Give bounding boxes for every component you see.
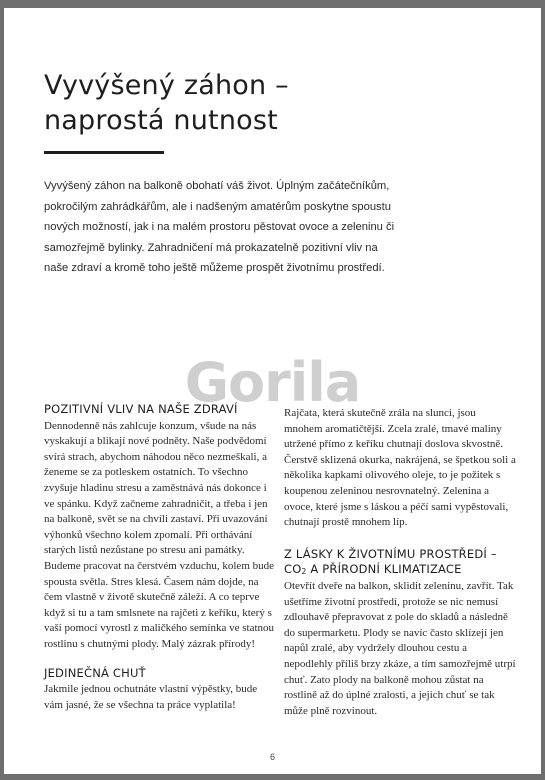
title-line-1: Vyvýšený záhon – (44, 70, 289, 101)
page-title (44, 68, 289, 138)
taste-paragraph: Jakmile jednou ochutnáte vlastní výpěstky, bude vám jasné, že se všechna ta práce vyplatila! (44, 683, 258, 711)
watermark-logo: Gorila (184, 351, 361, 414)
environment-paragraph: Otevřít dveře na balkon, sklidit zeleninu, zavřít. Tak ušetříme životní prostředí, protože se nic nemusí zdlouhavě přepravovat z pole do skladů a následně do supermarketu. Plody se navíc často sklízejí jen napůl zralé, aby vydržely dlouhou cestu a nepodlehly příliš brzy zkáze, a tím samozřejmě utrpí chuť. Zato plody na balkoně mohou zůstat na rostlině až do úplné zralosti, a jejich chuť se tak může plně rozvinout. (284, 579, 516, 717)
page-number: 6 (269, 752, 275, 762)
title-underline (44, 151, 164, 154)
health-paragraph: Dennodenně nás zahlcuje konzum, všude na nás vyskakují a blikají nové podněty. Naše podvědomí svírá strach, abychom náhodou něco nezmeškali, a ženeme se za potleskem ostatních. To všechno zvyšuje hladinu stresu a zaměstnává nás dokonce i ve spánku. Když začneme zahradničit, a třeba i jen na balkoně, svět se na chvíli zastaví. Při uvazování výhonků všechno kolem zpomalí. Při orthávání starých listů nezůstane po stresu ani památky. Budeme pracovat na čerstvém vzduchu, kolem bude spousta světla. Stres klesá. Časem nám dojde, na čem vlastně v životě skutečně záleží. A co teprve když si tu a tam smlsnete na rajčeti z keříku, který s vaší pomocí vyrostl z maličkého semínka ve statnou rostlinu s chutnými plody. Malý zázrak přírody! (44, 419, 275, 650)
intro-paragraph: Vyvýšený záhon na balkoně obohatí váš život. Úplným začátečníkům, pokročilým zahrádkářům, ale i nadšeným amatérům poskytne spoustu nových možností, jak i na malém prostoru pěstovat ovoce a zeleninu či samozřejmě bylinky. Zahradničení má prokazatelně pozitivní vliv na naše zdraví a kromě toho ještě můžeme prospět životnímu prostředí. (44, 180, 395, 274)
section-heading-environment (284, 547, 517, 578)
right-column (284, 406, 517, 719)
taste-continued-paragraph: Rajčata, která skutečně zrála na slunci, jsou mnohem aromatičtější. Zcela zralé, tmavé maliny utržené přímo z keříku chutnají doslova skvostně. Čerstvě sklizená okurka, nakrájená, se špetkou soli a několika kapkami olivového oleje, to je požitek s koupenou zeleninou nesrovnatelný. Zelenina a ovoce, které jsme s láskou a péčí sami vypěstovali, chutnají prostě mnohem líp. (284, 407, 516, 529)
environment-heading-part2: A PŘÍRODNÍ KLIMATIZACE (306, 562, 462, 577)
section-heading-taste: JEDINEČNÁ CHUŤ (44, 665, 146, 680)
environment-heading-part1: Z LÁSKY K ŽIVOTNÍMU PROSTŘEDÍ – CO (284, 546, 497, 577)
section-heading-health: POZITIVNÍ VLIV NA NAŠE ZDRAVÍ (44, 402, 238, 416)
co2-subscript: 2 (301, 567, 307, 577)
title-line-2: naprostá nutnost (44, 105, 278, 136)
left-column (44, 402, 278, 713)
